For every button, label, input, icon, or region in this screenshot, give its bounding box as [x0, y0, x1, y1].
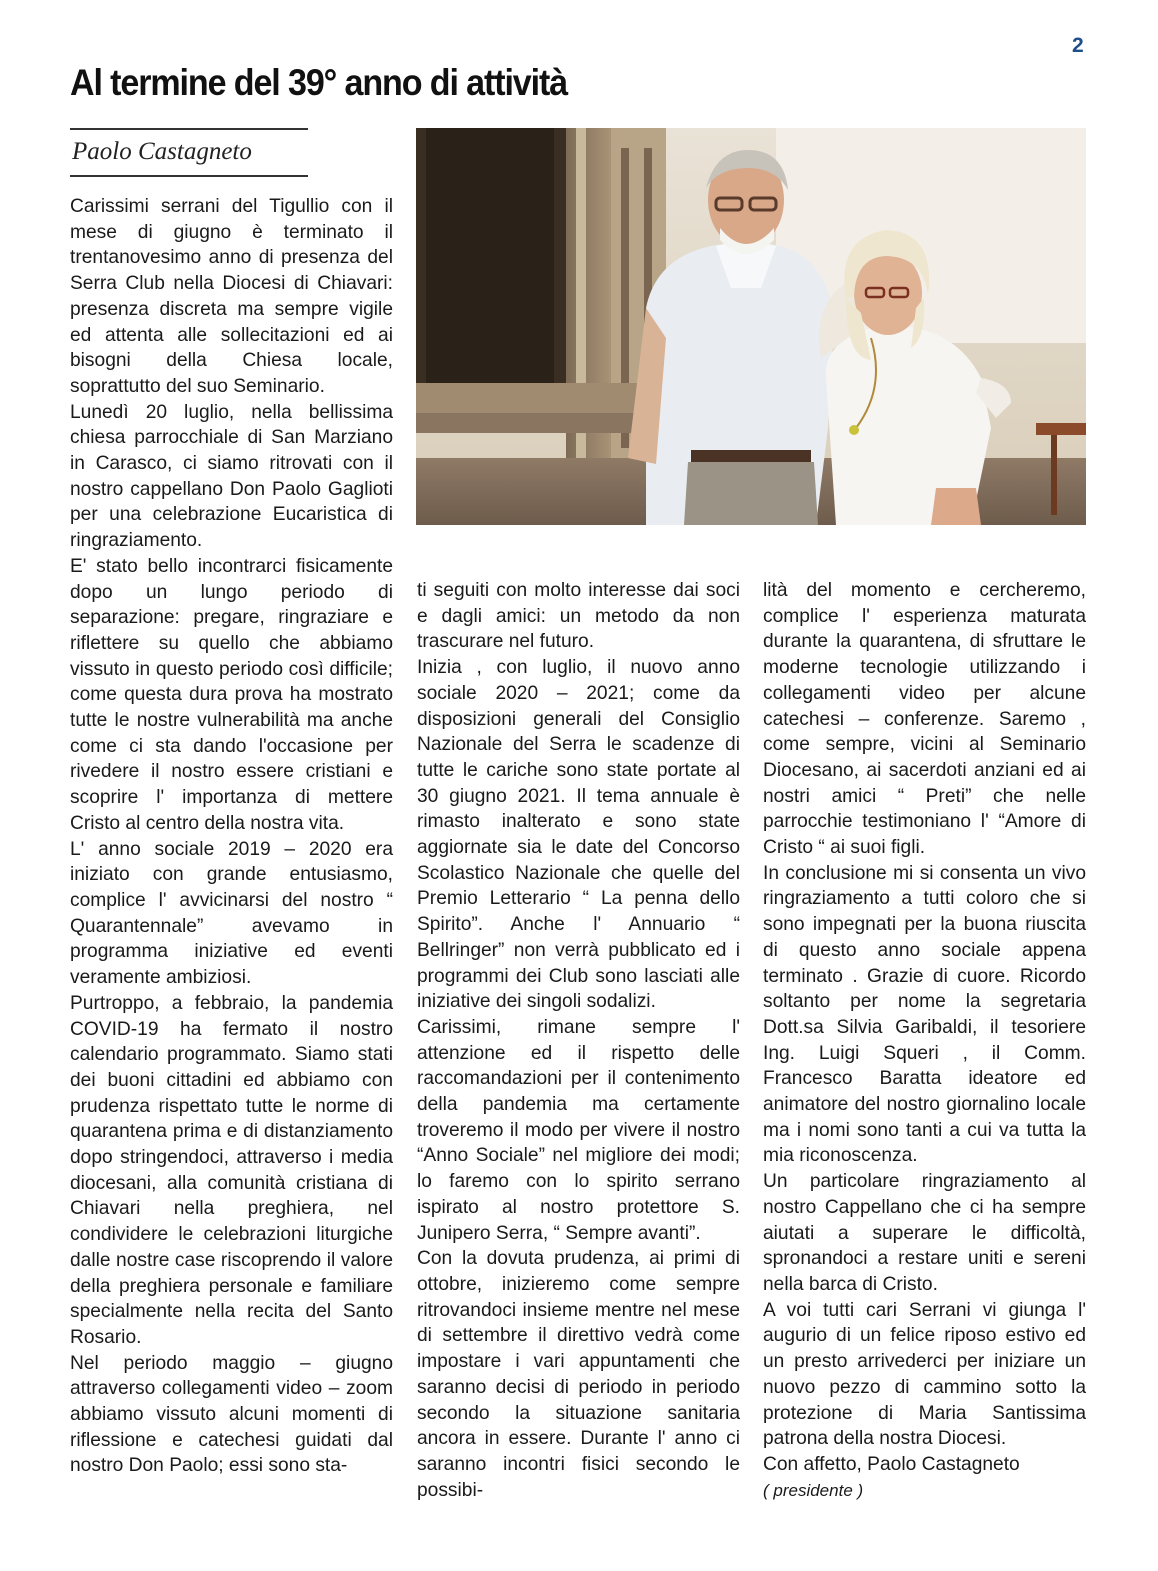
author-rule-top	[70, 128, 308, 130]
paragraph: Inizia , con luglio, il nuovo anno sociale 2020 – 2021; come da disposizioni generali del Consiglio Nazionale del Serra le scadenze di tutte le cariche sono state portate al 30 giugno 2021. Il tema annuale è rimasto inalterato e sono state aggiornate sia le date del Concorso Scolastico Nazionale che quelle del Premio Letterario “ La penna dello Spirito”. Anche l' Annuario “ Bellringer” non verrà pubblicato ed i programmi dei Club sono lasciati alle iniziative dei singoli sodalizi.	[417, 657, 740, 1013]
article-column-1	[70, 194, 393, 1479]
article-title: Al termine del 39° anno di attività	[70, 62, 568, 103]
paragraph: Purtroppo, a febbraio, la pandemia COVID-19 ha fermato il nostro calendario programmato. Siamo stati dei buoni cittadini ed abbiamo con prudenza rispettato tutte le norme di quarantena prima e di distanziamento dopo stringendoci, attraverso i media diocesani, alla comunità cristiana di Chiavari nella preghiera, nel condividere le celebrazioni liturgiche dalle nostre case riscoprendo il valore della preghiera personale e familiare specialmente nella recita del Santo Rosario.	[70, 992, 393, 1348]
paragraph: Un particolare ringraziamento al nostro Cappellano che ci ha sempre aiutati a superare le difficoltà, spronandoci a restare uniti e sereni nella barca di Cristo.	[763, 1171, 1086, 1295]
paragraph: A voi tutti cari Serrani vi giunga l' augurio di un felice riposo estivo ed un presto arrivederci per iniziare un nuovo pezzo di cammino sotto la protezione di Maria Santissima patrona della nostra Diocesi.	[763, 1299, 1086, 1450]
paragraph: lità del momento e cercheremo, complice l' esperienza maturata durante la quarantena, di sfruttare le moderne tecnologie utilizzando i collegamenti video per alcune catechesi – conferenze. Saremo , come sempre, vicini al Seminario Diocesano, ai sacerdoti anziani ed ai nostri amici “ Preti” che nelle parrocchie testimoniano l' “Amore di Cristo “ ai suoi figli.	[763, 580, 1086, 859]
article-column-3	[763, 578, 1086, 1503]
paragraph: Carissimi, rimane sempre l' attenzione ed il rispetto delle raccomandazioni per il contenimento della pandemia ma certamente troveremo il modo per vivere il nostro “Anno Sociale” nel migliore dei modi; lo faremo con lo spirito serrano ispirato al nostro protettore S. Junipero Serra, “ Sempre avanti”.	[417, 1016, 740, 1244]
paragraph: Lunedì 20 luglio, nella bellissima chiesa parrocchiale di San Marziano in Carasco, ci siamo ritrovati con il nostro cappellano Don Paolo Gaglioti per una celebrazione Eucaristica di ringraziamento.	[70, 401, 393, 552]
article-photo	[416, 128, 1086, 525]
author-byline: Paolo Castagneto	[72, 138, 252, 165]
paragraph: L' anno sociale 2019 – 2020 era iniziato con grande entusiasmo, complice l' avvicinarsi del nostro “ Quarantennale” avevamo in programma iniziative ed eventi veramente ambiziosi.	[70, 838, 393, 989]
paragraph: E' stato bello incontrarci fisicamente dopo un lungo periodo di separazione: pregare, ringraziare e riflettere su quello che abbiamo vissuto in questo periodo così difficile; come questa dura prova ha mostrato tutte le nostre vulnerabilità ma anche come ci sta dando l'occasione per rivedere il nostro essere cristiani e scoprire l' importanza di mettere Cristo al centro della nostra vita.	[70, 555, 393, 834]
signature-role: ( presidente )	[763, 1480, 864, 1500]
paragraph: Nel periodo maggio – giugno attraverso collegamenti video – zoom abbiamo vissuto alcuni momenti di riflessione e catechesi guidati dal nostro Don Paolo; essi sono sta-	[70, 1352, 393, 1477]
paragraph: ti seguiti con molto interesse dai soci e dagli amici: un metodo da non trascurare nel futuro.	[417, 580, 740, 653]
photo-illustration	[416, 128, 1086, 525]
author-rule-bottom	[70, 175, 308, 177]
paragraph: In conclusione mi si consenta un vivo ringraziamento a tutti coloro che si sono impegnati per la buona riuscita di questo anno sociale appena terminato . Grazie di cuore. Ricordo soltanto per nome la segretaria Dott.sa Silvia Garibaldi, il tesoriere Ing. Luigi Squeri , il Comm. Francesco Baratta ideatore ed animatore del nostro giornalino locale ma i nomi sono tanti a cui va tutta la mia riconoscenza.	[763, 862, 1086, 1167]
paragraph: Carissimi serrani del Tigullio con il mese di giugno è terminato il trentanovesimo anno di presenza del Serra Club nella Diocesi di Chiavari: presenza discreta ma sempre vigile ed attenta alle sollecitazioni ed ai bisogni della Chiesa locale, soprattutto del suo Seminario.	[70, 196, 393, 397]
page-number: 2	[1072, 34, 1084, 57]
article-column-2	[417, 578, 740, 1503]
signature: Con affetto, Paolo Castagneto	[763, 1453, 1020, 1475]
paragraph: Con la dovuta prudenza, ai primi di ottobre, inizieremo come sempre ritrovandoci insieme mentre nel mese di settembre il direttivo vedrà come impostare i vari appuntamenti che saranno decisi di periodo in periodo secondo la situazione sanitaria ancora in essere. Durante l' anno ci saranno incontri fisici secondo le possibi-	[417, 1248, 740, 1501]
